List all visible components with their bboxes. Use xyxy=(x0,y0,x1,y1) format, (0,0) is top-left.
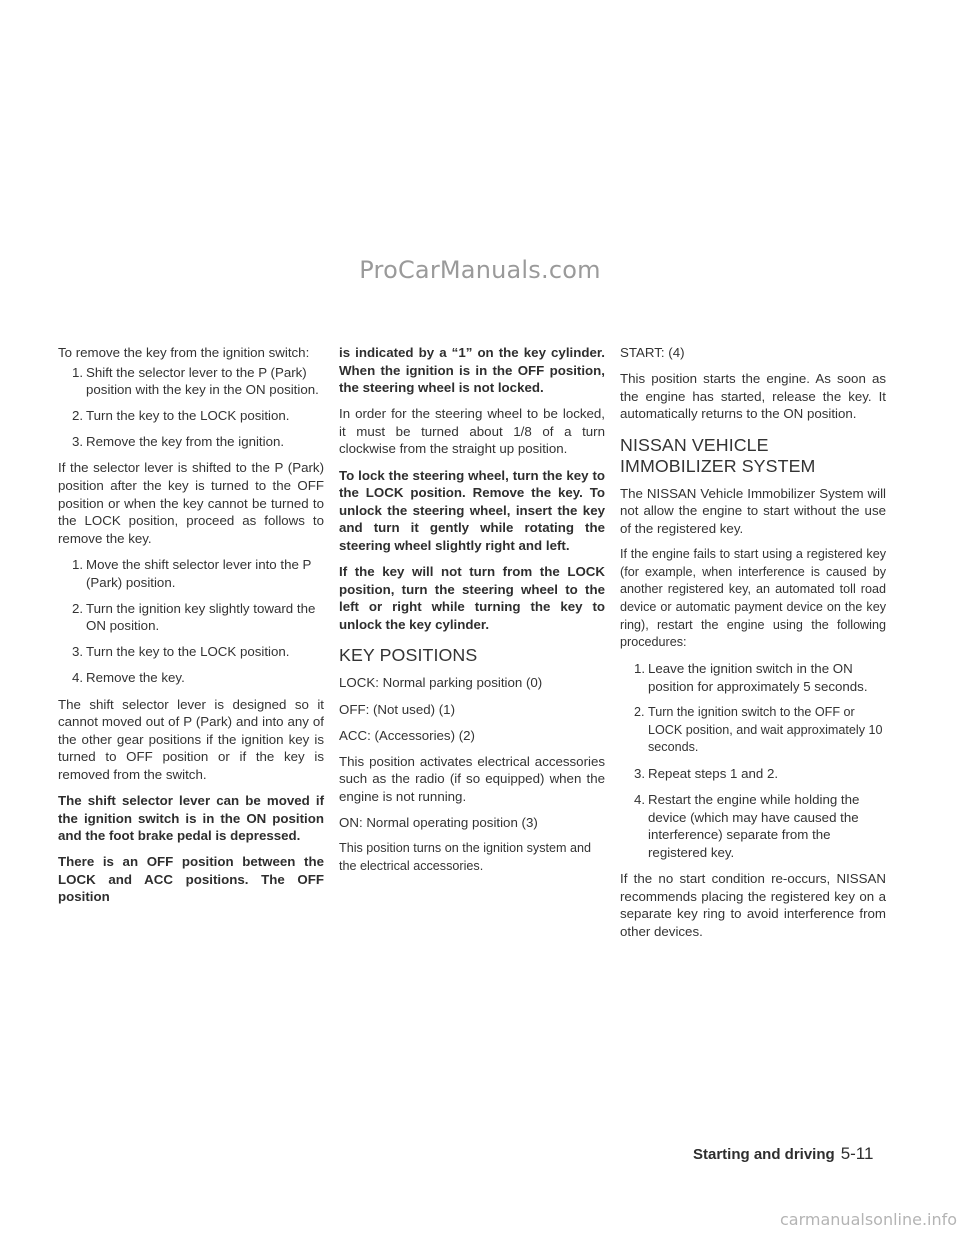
restart-procedure-steps xyxy=(620,660,886,861)
heading-immobilizer: NISSAN VEHICLE IMMOBILIZER SYSTEM xyxy=(620,434,816,476)
position-start-description: This position starts the engine. As soon as the engine has started, release the key. It automatically returns to the ON position. xyxy=(620,371,886,422)
list-item: 3. Repeat steps 1 and 2. xyxy=(634,766,779,782)
position-on-description: This position turns on the ignition system and the electrical accessories. xyxy=(339,841,592,873)
watermark-procarmanuals: ProCarManuals.com xyxy=(359,256,601,284)
paragraph-engine-fails: If the engine fails to start using a registered key (for example, when interference is caused by another registered key, an automated toll road device or automatic payment device on the key ring), restart the engine using the following procedures: xyxy=(620,547,886,650)
paragraph-immobilizer-intro: The NISSAN Vehicle Immobilizer System will not allow the engine to start without the use of the registered key. xyxy=(620,485,886,537)
alternate-remove-steps xyxy=(58,556,324,687)
page-number: 5-11 xyxy=(840,1144,874,1163)
position-lock: LOCK: Normal parking position (0) xyxy=(339,675,543,691)
bold-note-key-cylinder: is indicated by a “1” on the key cylinder. When the ignition is in the OFF position, the steering wheel is not locked. xyxy=(339,345,605,396)
heading-key-positions: KEY POSITIONS xyxy=(339,645,478,666)
list-item: 4. Remove the key. xyxy=(72,670,185,686)
page-footer xyxy=(693,1144,913,1164)
bold-note-lock-steering: To lock the steering wheel, turn the key to the LOCK position. Remove the key. To unlock the steering wheel, insert the key and turn it gently while rotating the steering wheel slightly right and left. xyxy=(339,467,605,553)
position-on: ON: Normal operating position (3) xyxy=(339,814,538,830)
list-item: 4. Restart the engine while holding the device (which may have caused the interference) separate from the registered key. xyxy=(634,792,860,861)
position-acc-description: This position activates electrical accessories such as the radio (if so equipped) when the engine is not running. xyxy=(339,753,605,804)
column-2 xyxy=(339,344,605,884)
intro-remove-key: To remove the key from the ignition switch: xyxy=(58,345,310,360)
position-acc: ACC: (Accessories) (2) xyxy=(339,727,475,743)
position-start: START: (4) xyxy=(620,345,685,360)
paragraph-steering-lock: In order for the steering wheel to be locked, it must be turned about 1/8 of a turn clockwise from the straight up position. xyxy=(339,406,605,457)
remove-key-steps xyxy=(58,364,324,451)
list-item: 1. Shift the selector lever to the P (Park) position with the key in the ON position. xyxy=(72,364,319,398)
paragraph-no-start-recurs: If the no start condition re-occurs, NISSAN recommends placing the registered key on a separate key ring to avoid interference from other devices. xyxy=(620,871,886,939)
bold-note-off-position: There is an OFF position between the LOCK and ACC positions. The OFF position xyxy=(58,854,324,905)
list-item: 2. Turn the ignition key slightly toward the ON position. xyxy=(72,600,316,634)
position-off: OFF: (Not used) (1) xyxy=(339,701,455,717)
bold-note-brake: The shift selector lever can be moved if the ignition switch is in the ON position and the foot brake pedal is depressed. xyxy=(58,792,324,844)
watermark-carmanualsonline: carmanualsonline.info xyxy=(780,1210,958,1229)
list-item: 3. Turn the key to the LOCK position. xyxy=(72,644,290,660)
paragraph-selector-design: The shift selector lever is designed so it cannot moved out of P (Park) and into any of the other gear positions if the ignition key is turned to OFF position or if the key is removed from the switch. xyxy=(58,696,324,782)
list-item: 2. Turn the key to the LOCK position. xyxy=(72,408,290,424)
list-item: 2. Turn the ignition switch to the OFF or LOCK position, and wait approximately 10 seconds. xyxy=(634,704,883,755)
list-item: 1. Leave the ignition switch in the ON position for approximately 5 seconds. xyxy=(634,661,868,694)
list-item: 3. Remove the key from the ignition. xyxy=(72,434,285,450)
column-3 xyxy=(620,344,886,949)
bold-note-key-will-not-turn: If the key will not turn from the LOCK position, turn the steering wheel to the left or right while turning the key to unlock the key cylinder. xyxy=(339,564,605,632)
paragraph-off-position: If the selector lever is shifted to the P (Park) position after the key is turned to the OFF position or when the key cannot be turned to the LOCK position, proceed as follows to remove the key. xyxy=(58,460,324,546)
footer-section-title: Starting and driving xyxy=(693,1146,835,1163)
list-item: 1. Move the shift selector lever into the P (Park) position. xyxy=(72,556,312,590)
column-1 xyxy=(58,344,324,915)
